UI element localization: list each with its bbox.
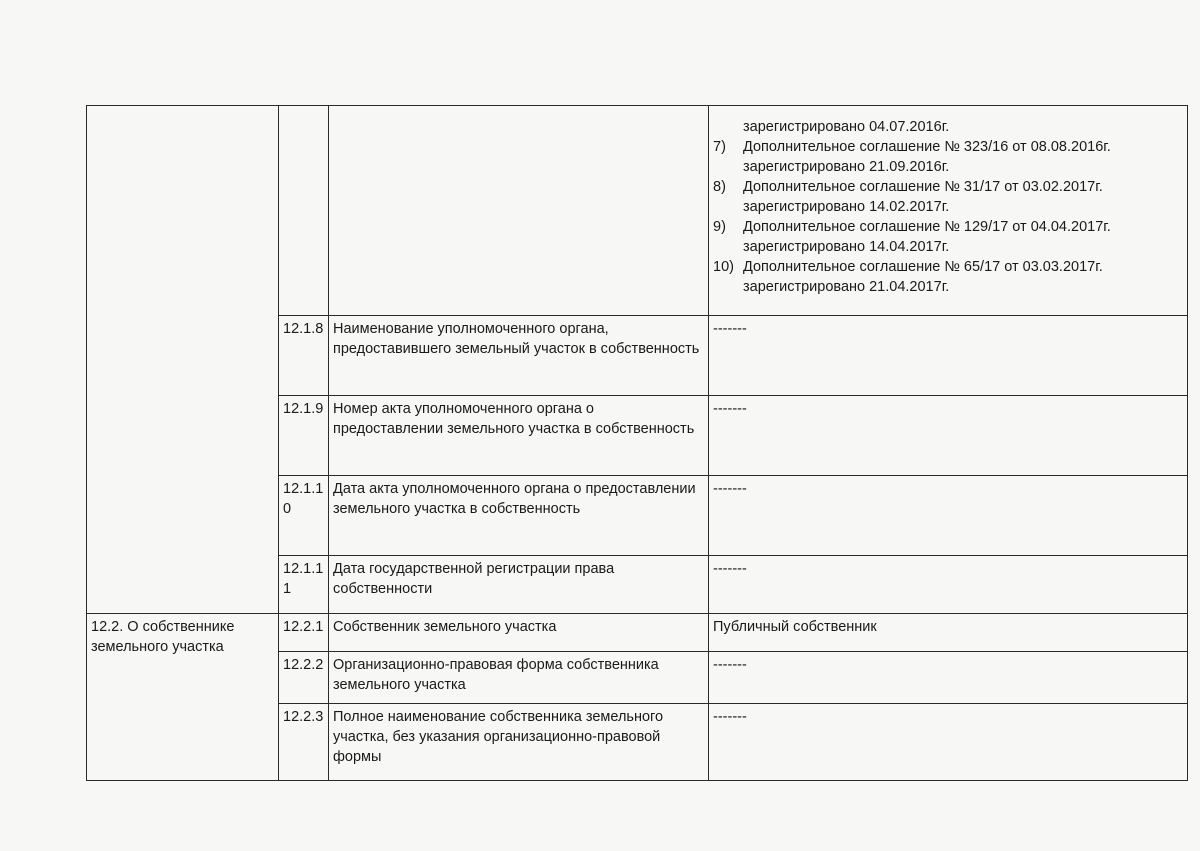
code-cell-empty	[279, 106, 329, 316]
row-code: 12.2.2	[279, 652, 329, 704]
row-label: Наименование уполномоченного органа, предоставившего земельный участок в собственность	[329, 316, 709, 396]
row-code: 12.2.1	[279, 614, 329, 652]
row-label: Номер акта уполномоченного органа о предоставлении земельного участка в собственность	[329, 396, 709, 476]
label-cell-empty	[329, 106, 709, 316]
registration-line: зарегистрировано 04.07.2016г.	[743, 119, 950, 135]
row-code: 12.2.3	[279, 704, 329, 781]
row-label: Собственник земельного участка	[329, 614, 709, 652]
continuation-row	[87, 106, 1188, 316]
list-item: 10) Дополнительное соглашение № 65/17 от 03.03.2017г. зарегистрировано 21.04.2017г.	[713, 259, 1103, 295]
row-value: -------	[709, 556, 1188, 614]
row-label: Полное наименование собственника земельного участка, без указания организационно-правовой формы	[329, 704, 709, 781]
row-value: -------	[709, 652, 1188, 704]
row-value: -------	[709, 396, 1188, 476]
list-item: 7) Дополнительное соглашение № 323/16 от 08.08.2016г. зарегистрировано 21.09.2016г.	[713, 139, 1111, 175]
row-label: Организационно-правовая форма собственника земельного участка	[329, 652, 709, 704]
table-row	[87, 614, 1188, 652]
row-label: Дата государственной регистрации права собственности	[329, 556, 709, 614]
row-value: -------	[709, 316, 1188, 396]
row-value: -------	[709, 704, 1188, 781]
list-item: 8) Дополнительное соглашение № 31/17 от 03.02.2017г. зарегистрировано 14.02.2017г.	[713, 179, 1103, 215]
row-code: 12.1.10	[279, 476, 329, 556]
row-code: 12.1.11	[279, 556, 329, 614]
row-value: -------	[709, 476, 1188, 556]
row-label: Дата акта уполномоченного органа о предоставлении земельного участка в собственность	[329, 476, 709, 556]
row-value: Публичный собственник	[709, 614, 1188, 652]
land-plot-info-table	[86, 105, 1188, 781]
section-cell-empty	[87, 106, 279, 614]
row-code: 12.1.9	[279, 396, 329, 476]
amendments-cell	[709, 106, 1188, 316]
amendments-list	[713, 137, 1183, 297]
section-title: 12.2. О собственнике земельного участка	[87, 614, 279, 781]
list-item: 9) Дополнительное соглашение № 129/17 от 04.04.2017г. зарегистрировано 14.04.2017г.	[713, 219, 1111, 255]
row-code: 12.1.8	[279, 316, 329, 396]
